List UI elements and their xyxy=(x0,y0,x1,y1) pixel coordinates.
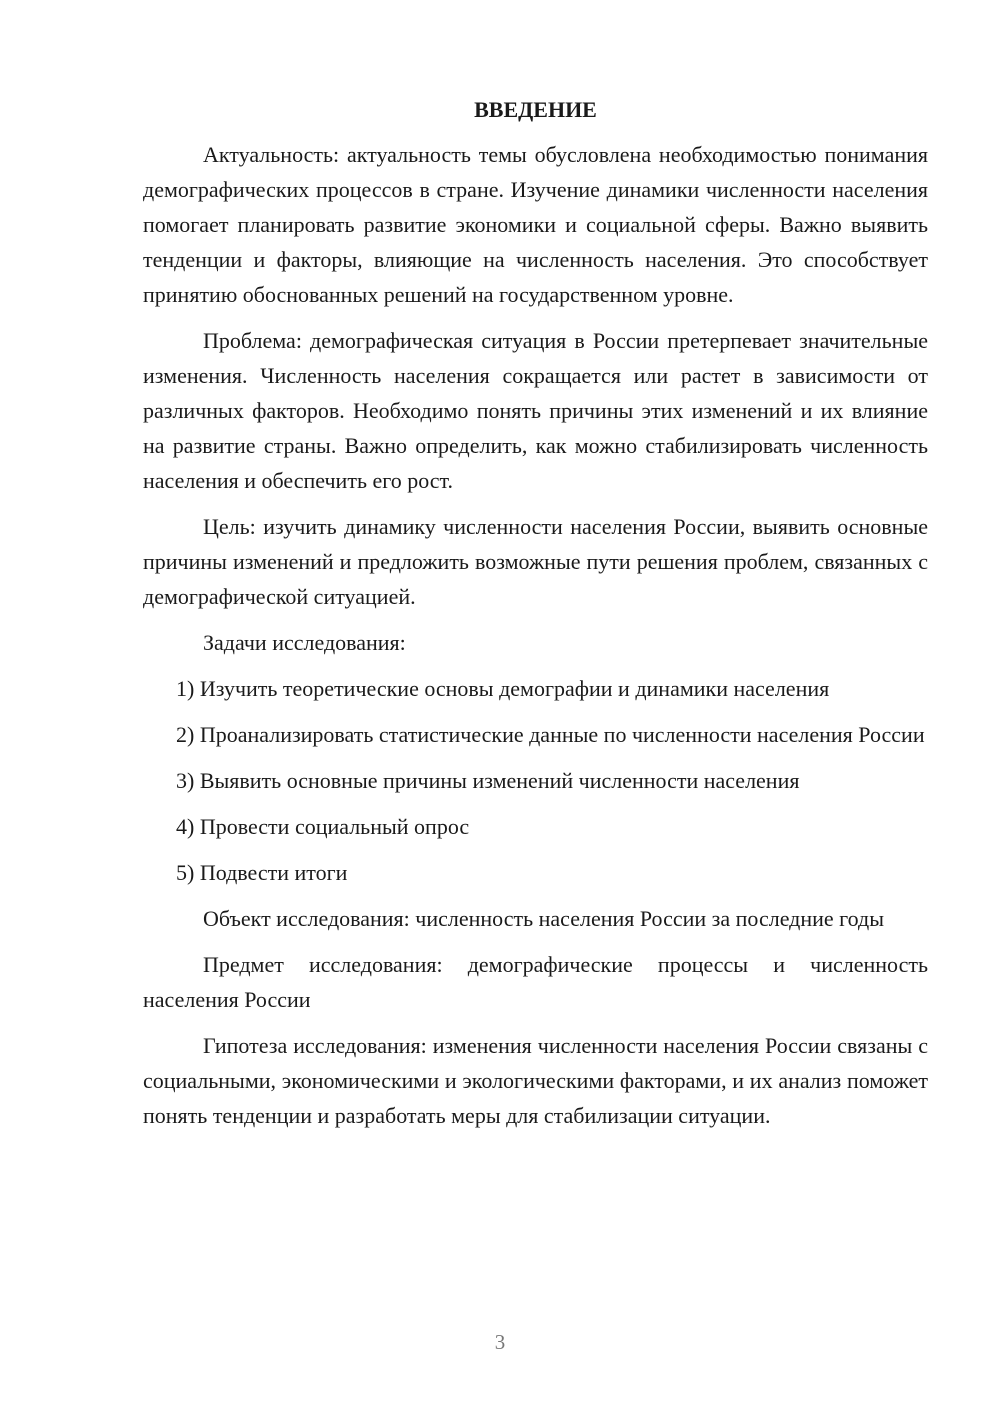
task-item-2: 2) Проанализировать статистические данные по численности населения России xyxy=(176,722,925,747)
task-item-5: 5) Подвести итоги xyxy=(176,860,348,885)
task-item-1: 1) Изучить теоретические основы демографии и динамики населения xyxy=(176,676,830,701)
paragraph-relevance: Актуальность: актуальность темы обусловлена необходимостью понимания демографических процессов в стране. Изучение динамики численности населения помогает планировать развитие экономики и социальной сферы. Важно выявить тенденции и факторы, влияющие на численность населения. Это способствует принятию обоснованных решений на государственном уровне. xyxy=(143,142,928,307)
task-item-4: 4) Провести социальный опрос xyxy=(176,814,470,839)
paragraph-tasks-heading: Задачи исследования: xyxy=(203,630,406,655)
paragraph-problem: Проблема: демографическая ситуация в России претерпевает значительные изменения. Численность населения сокращается или растет в зависимости от различных факторов. Необходимо понять причины этих изменений и их влияние на развитие страны. Важно определить, как можно стабилизировать численность населения и обеспечить его рост. xyxy=(143,328,928,493)
paragraph-hypothesis: Гипотеза исследования: изменения численности населения России связаны с социальными, экономическими и экологическими факторами, и их анализ поможет понять тенденции и разработать меры для стабилизации ситуации. xyxy=(143,1033,928,1128)
paragraph-goal: Цель: изучить динамику численности населения России, выявить основные причины изменений и предложить возможные пути решения проблем, связанных с демографической ситуацией. xyxy=(143,514,928,609)
paragraph-object: Объект исследования: численность населения России за последние годы xyxy=(203,906,885,931)
section-title: ВВЕДЕНИЕ xyxy=(474,97,597,122)
task-item-3: 3) Выявить основные причины изменений численности населения xyxy=(176,768,800,793)
document-page xyxy=(143,92,928,1144)
paragraph-subject: Предмет исследования: демографические процессы и численность населения России xyxy=(143,952,928,1012)
page-number: 3 xyxy=(494,1330,506,1354)
